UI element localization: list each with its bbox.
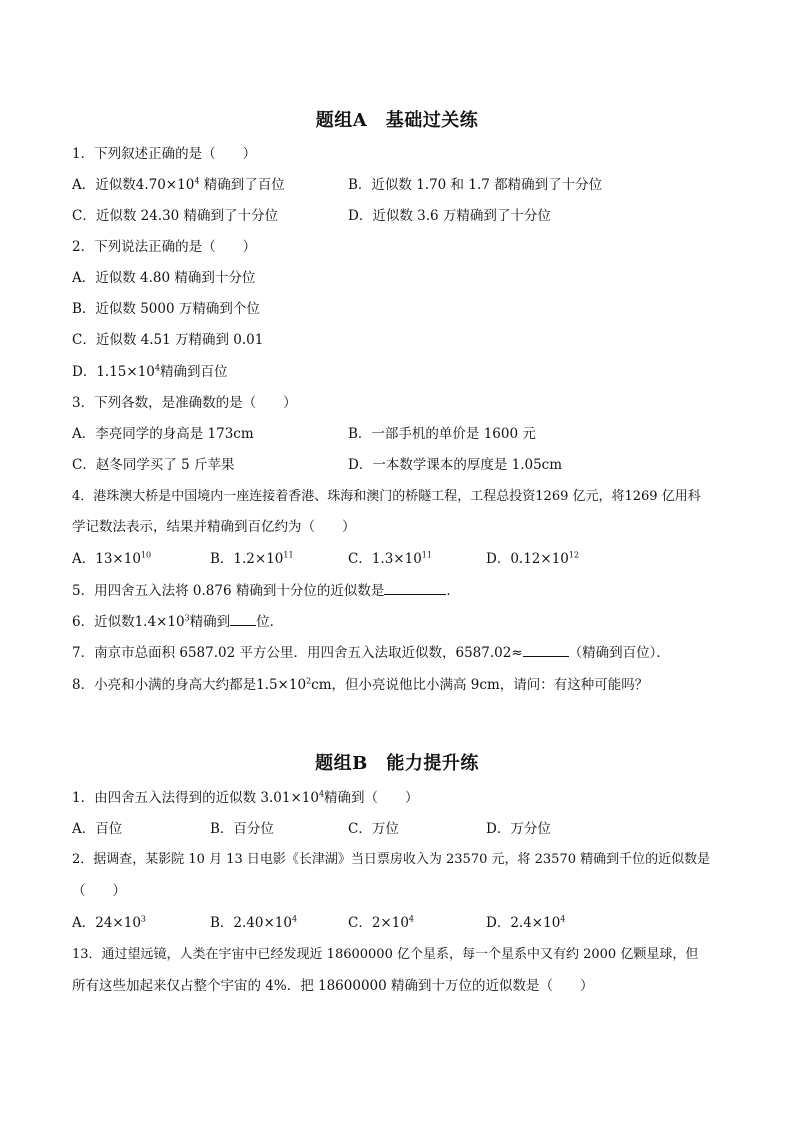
group-b-title: 题组B 能力提升练 [315,753,479,774]
answer-blank[interactable] [230,613,256,626]
b-q1-option-c: C．万位 [348,821,399,837]
b-q2-option-a: A．$24\times 10^3$ [72,914,147,931]
a-q2-option-c: C．近似数 4.51 万精确到 0.01 [72,332,264,348]
a-q3-option-d: D．一本数学课本的厚度是 1.05cm [348,457,563,473]
a-q1-option-c: C．近似数 24.30 精确到了十分位 [72,208,279,224]
a-q4-stem-line1: 4．港珠澳大桥是中国境内一座连接着香港、珠海和澳门的桥隧工程，工程总投资1269 亿元，将1269 亿用科 [72,489,701,504]
b-q1-option-d: D．万分位 [486,821,551,837]
a-q5: 5．用四舍五入法将 0.876 精确到十分位的近似数是 ． [72,583,460,599]
a-q1-option-b: B．近似数 1.70 和 1.7 都精确到了十分位 [348,177,603,193]
a-q4-option-a: A．$13\times 10^{10}$ [72,550,152,567]
a-q3-option-c: C．赵冬同学买了 5 斤苹果 [72,457,235,473]
b-q1-option-a: A．百位 [72,821,123,837]
a-q1-stem: 1．下列叙述正确的是（ ） [72,146,257,162]
b-q2-option-c: C．$2\times 10^4$ [348,914,415,931]
a-q4-option-b: B．$1.2\times 10^{11}$ [210,550,294,567]
b-q1-option-b: B．百分位 [210,821,274,837]
b-q1-stem: 1．由四舍五入法得到的近似数 $3.01\times 10^4$精确到（ ） [72,789,419,806]
answer-blank[interactable] [384,582,446,595]
a-q8: 8．小亮和小满的身高大约都是$1.5\times 10^2cm$，但小亮说他比小满高 9cm，请问：有这种可能吗？ [72,676,649,693]
a-q6: 6．近似数$1.4\times 10^3$精确到 位． [72,613,284,630]
a-q2-option-d: D．$1.15\times 10^4$精确到百位 [72,363,228,380]
a-q1-option-a: A．近似数$4.70\times 10^4$ 精确到了百位 [72,176,285,193]
a-q4-option-c: C．$1.3\times 10^{11}$ [348,550,432,567]
b-q2-stem-line1: 2．据调查，某影院 10 月 13 日电影《长津湖》当日票房收入为 23570 元，将 23570 精确到千位的近似数是 [72,852,711,867]
answer-blank[interactable] [523,644,569,657]
b-q2-stem-line2: （ ） [72,883,126,899]
a-q3-stem: 3．下列各数，是准确数的是（ ） [72,395,297,411]
b-q13-stem-line2: 所有这些加起来仅占整个宇宙的 4%．把 18600000 精确到十万位的近似数是（ ） [72,978,594,994]
a-q2-option-a: A．近似数 4.80 精确到十分位 [72,270,256,286]
b-q2-option-d: D．$2.4\times 10^4$ [486,914,566,931]
a-q1-option-d: D．近似数 3.6 万精确到了十分位 [348,208,551,224]
a-q3-option-b: B．一部手机的单价是 1600 元 [348,426,536,442]
group-a-title: 题组A 基础过关练 [315,110,479,131]
a-q2-stem: 2．下列说法正确的是（ ） [72,239,257,255]
a-q4-option-d: D．$0.12\times 10^{12}$ [486,550,580,567]
b-q2-option-b: B．$2.40\times 10^4$ [210,914,298,931]
a-q4-stem-line2: 学记数法表示，结果并精确到百亿约为（ ） [72,519,356,535]
a-q3-option-a: A．李亮同学的身高是 173cm [72,426,254,442]
b-q13-stem-line1: 13．通过望远镜，人类在宇宙中已经发现近 18600000 亿个星系，每一个星系中又有约 2000 亿颗星球，但 [72,947,699,962]
a-q2-option-b: B．近似数 5000 万精确到个位 [72,301,260,317]
a-q7: 7．南京市总面积 6587.02 平方公里．用四舍五入法取近似数，6587.02≈ （精确到百位）． [72,645,670,661]
